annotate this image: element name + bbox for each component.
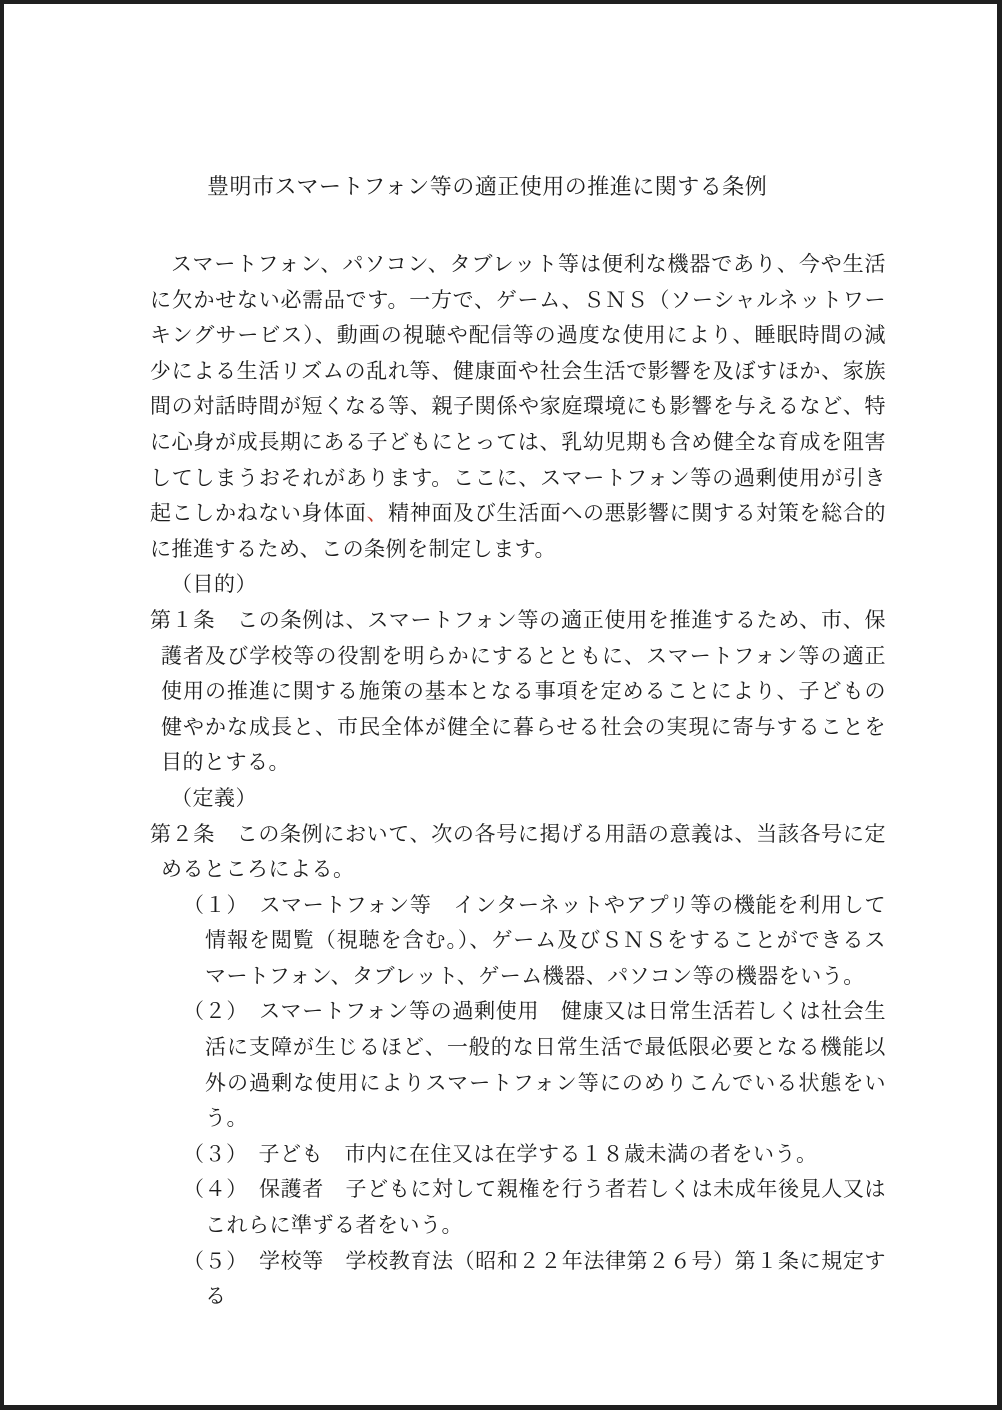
definition-item-3: （３） 子ども 市内に在住又は在学する１８歳未満の者をいう。 — [183, 1141, 818, 1166]
document-title: 豊明市スマートフォン等の適正使用の推進に関する条例 — [207, 175, 768, 200]
red-comma-annotation: 、 — [366, 501, 389, 526]
preamble-text-before: スマートフォン、パソコン、タブレット等は便利な機器であり、今や生活に欠かせない必需品です。一方で、ゲーム、ＳＮＳ（ソーシャルネットワーキングサービス）、動画の視聴や配信等の過度な使用により、睡眠時間の減少による生活リズムの乱れ等、健康面や社会生活で影響を及ぼすほか、家族間の対話時間が短くなる等、親子関係や家庭環境にも影響を与えるなど、特に心身が成長期にある子どもにとっては、乳幼児期も含め健全な育成を阻害してしまうおそれがあります。ここに、スマートフォン等の過剰使用が引き起こしかねない身体面 — [150, 252, 886, 526]
definition-item-2: （２） スマートフォン等の過剰使用 健康又は日常生活若しくは社会生活に支障が生じるほど、一般的な日常生活で最低限必要となる機能以外の過剰な使用によりスマートフォン等にのめりこんでいる状態をいう。 — [183, 999, 886, 1131]
definition-item-4: （４） 保護者 子どもに対して親権を行う者若しくは未成年後見人又はこれらに準ずる者をいう。 — [183, 1177, 886, 1238]
section-heading-purpose: （目的） — [171, 572, 257, 597]
definition-item-1: （１） スマートフォン等 インターネットやアプリ等の機能を利用して情報を閲覧（視聴を含む。）、ゲーム及びＳＮＳをすることができるスマートフォン、タブレット、ゲーム機器、パソコン等の機器をいう。 — [183, 892, 886, 988]
preamble-text-after: 精神面及び生活面への悪影響に関する対策を総合的に推進するため、この条例を制定します。 — [150, 501, 887, 561]
document-body — [150, 247, 886, 1315]
preamble-paragraph — [150, 247, 886, 567]
section-heading-definitions: （定義） — [171, 785, 257, 810]
definition-item-5: （５） 学校等 学校教育法（昭和２２年法律第２６号）第１条に規定する — [183, 1248, 886, 1309]
article-2-definitions: 第２条 この条例において、次の各号に掲げる用語の意義は、当該各号に定めるところによる。 — [150, 821, 886, 882]
article-1-purpose: 第１条 この条例は、スマートフォン等の適正使用を推進するため、市、保護者及び学校等の役割を明らかにするとともに、スマートフォン等の適正使用の推進に関する施策の基本となる事項を定めることにより、子どもの健やかな成長と、市民全体が健全に暮らせる社会の実現に寄与することを目的とする。 — [150, 607, 886, 775]
